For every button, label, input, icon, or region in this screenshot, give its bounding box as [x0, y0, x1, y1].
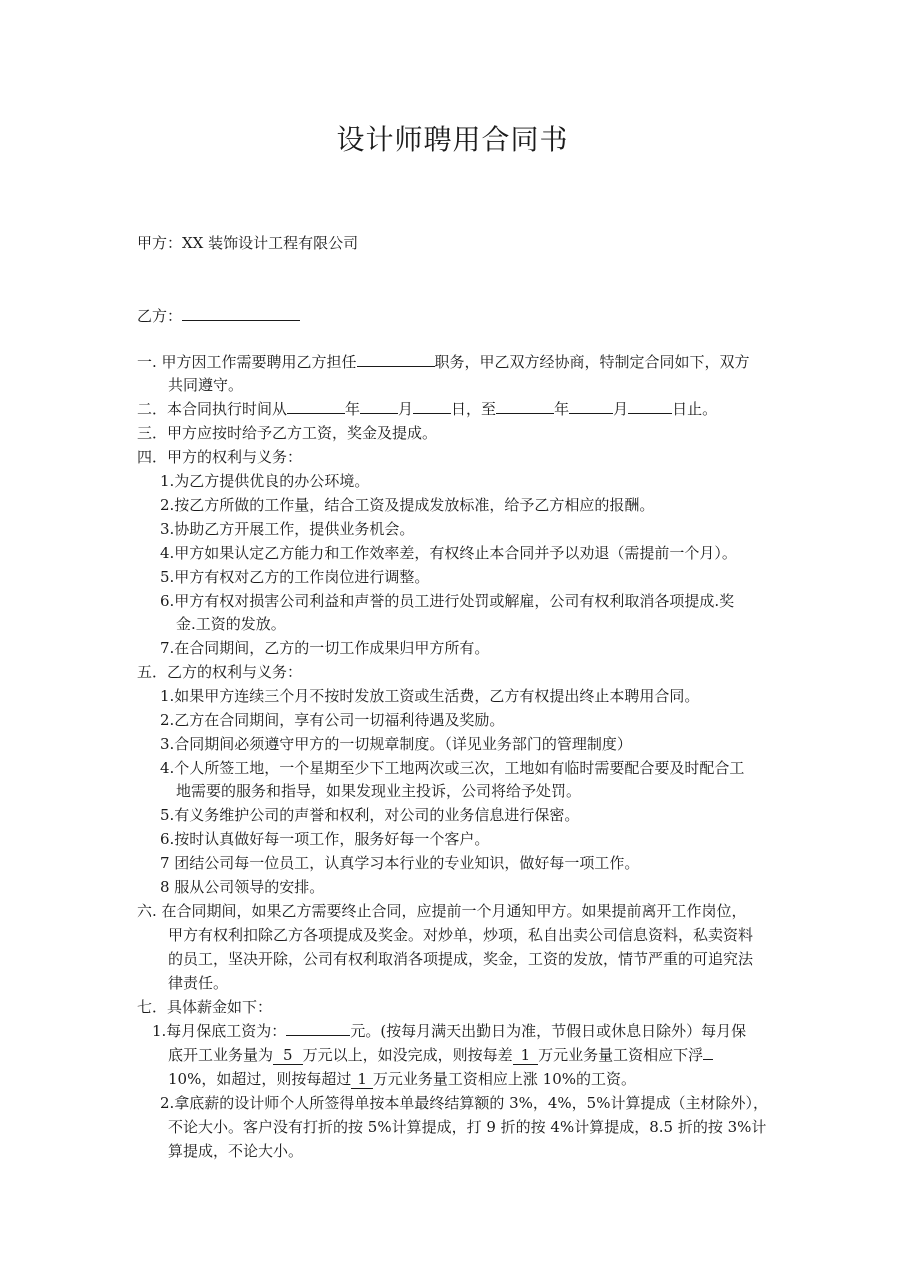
quota-post-text: 万元业务量工资相应下浮 — [538, 1046, 704, 1064]
section-2-text-from: 二．本合同执行时间从 — [137, 400, 288, 418]
bonus-post-text: 万元业务量工资相应上涨 10%的工资。 — [372, 1070, 637, 1088]
position-blank — [357, 352, 435, 367]
section-4-item-7: 7.在合同期间，乙方的一切工作成果归甲方所有。 — [160, 639, 490, 657]
document-title: 设计师聘用合同书 — [336, 123, 569, 156]
quota-trailing-blank — [703, 1045, 713, 1060]
section-4-item-4: 4.甲方如果认定乙方能力和工作效率差，有权终止本合同并予以劝退（需提前一个月）。 — [160, 544, 737, 562]
section-2-line — [137, 398, 717, 420]
section-4-item-6-line-1: 6.甲方有权对损害公司利益和声誉的员工进行处罚或解雇，公司有权利取消各项提成.奖 — [160, 592, 735, 610]
party-b-label: 乙方： — [137, 307, 183, 325]
section-7-item-1-line-1 — [152, 1020, 746, 1042]
section-4-item-1: 1.为乙方提供优良的办公环境。 — [160, 472, 370, 490]
section-6-line-4: 律责任。 — [168, 974, 229, 992]
section-3-line: 三．甲方应按时给予乙方工资，奖金及提成。 — [137, 424, 438, 442]
end-month-blank — [569, 399, 613, 414]
section-7-item-2-line-3: 算提成，不论大小。 — [168, 1142, 304, 1160]
bonus-unit-value: 1 — [351, 1070, 373, 1089]
section-7-item-1-line-2 — [168, 1044, 713, 1066]
section-6-line-3: 的员工，坚决开除，公司有权利取消各项提成，奖金，工资的发放，情节严重的可追究法 — [168, 950, 754, 968]
quota-value: 5 — [273, 1046, 303, 1065]
section-1-line-1 — [137, 351, 750, 373]
section-4-heading: 四．甲方的权利与义务： — [137, 448, 303, 466]
end-year-blank — [496, 399, 554, 414]
section-6-line-2: 甲方有权利扣除乙方各项提成及奖金。对炒单，炒项，私自出卖公司信息资料，私卖资料 — [168, 926, 754, 944]
section-5-item-4-line-2: 地需要的服务和指导，如果发现业主投诉，公司将给予处罚。 — [176, 782, 582, 800]
section-5-item-2: 2.乙方在合同期间，享有公司一切福利待遇及奖励。 — [160, 711, 505, 729]
section-7-item-2-line-2: 不论大小。客户没有打折的按 5%计算提成，打 9 折的按 4%计算提成，8.5 折的按 3%计 — [168, 1118, 767, 1136]
start-month-blank — [360, 399, 398, 414]
section-4-item-5: 5.甲方有权对乙方的工作岗位进行调整。 — [160, 568, 430, 586]
quota-label: 底开工业务量为 — [168, 1046, 274, 1064]
section-7-heading: 七．具体薪金如下： — [137, 998, 273, 1016]
section-1-text-b: 职务，甲乙双方经协商，特制定合同如下，双方 — [434, 353, 750, 371]
section-5-item-5: 5.有义务维护公司的声誉和权利，对公司的业务信息进行保密。 — [160, 806, 580, 824]
start-day-blank — [413, 399, 451, 414]
section-2-month: 月 — [398, 400, 414, 418]
deduction-unit-value: 1 — [513, 1046, 539, 1065]
section-1-text-a: 一. 甲方因工作需要聘用乙方担任 — [137, 353, 357, 371]
section-7-item-2-line-1: 2.拿底薪的设计师个人所签得单按本单最终结算额的 3%，4%，5%计算提成（主材除外）， — [160, 1094, 768, 1112]
base-salary-label: 1.每月保底工资为： — [152, 1022, 287, 1040]
section-6-line-1: 六. 在合同期间，如果乙方需要终止合同，应提前一个月通知甲方。如果提前离开工作岗位， — [137, 902, 747, 920]
section-5-item-7: 7 团结公司每一位员工，认真学习本行业的专业知识，做好每一项工作。 — [160, 854, 640, 872]
section-5-item-6: 6.按时认真做好每一项工作，服务好每一个客户。 — [160, 830, 490, 848]
section-5-heading: 五．乙方的权利与义务： — [137, 663, 303, 681]
section-7-item-1-line-3 — [168, 1068, 636, 1090]
section-2-year: 年 — [345, 400, 361, 418]
party-b-blank — [182, 306, 300, 321]
section-2-month-2: 月 — [613, 400, 629, 418]
section-2-end: 日止。 — [672, 400, 718, 418]
section-2-day: 日，至 — [451, 400, 497, 418]
bonus-label: 10%，如超过，则按每超过 — [168, 1070, 352, 1088]
section-5-item-3: 3.合同期间必须遵守甲方的一切规章制度。（详见业务部门的管理制度） — [160, 735, 632, 753]
start-year-blank — [287, 399, 345, 414]
section-5-item-1: 1.如果甲方连续三个月不按时发放工资或生活费，乙方有权提出终止本聘用合同。 — [160, 687, 700, 705]
section-4-item-2: 2.按乙方所做的工作量，结合工资及提成发放标准，给予乙方相应的报酬。 — [160, 496, 655, 514]
section-2-year-2: 年 — [554, 400, 570, 418]
section-5-item-8: 8 服从公司领导的安排。 — [160, 878, 325, 896]
quota-mid-text: 万元以上，如没完成，则按每差 — [302, 1046, 513, 1064]
section-4-item-3: 3.协助乙方开展工作，提供业务机会。 — [160, 520, 415, 538]
party-a-line: 甲方：XX 装饰设计工程有限公司 — [137, 234, 359, 252]
party-b-line — [137, 305, 300, 327]
end-day-blank — [628, 399, 672, 414]
base-salary-blank — [286, 1021, 350, 1036]
section-5-item-4-line-1: 4.个人所签工地，一个星期至少下工地两次或三次，工地如有临时需要配合要及时配合工 — [160, 759, 745, 777]
section-4-item-6-line-2: 金.工资的发放。 — [176, 615, 286, 633]
base-salary-note: 元。(按每月满天出勤日为准，节假日或休息日除外）每月保 — [350, 1022, 747, 1040]
section-1-line-2: 共同遵守。 — [168, 376, 244, 394]
